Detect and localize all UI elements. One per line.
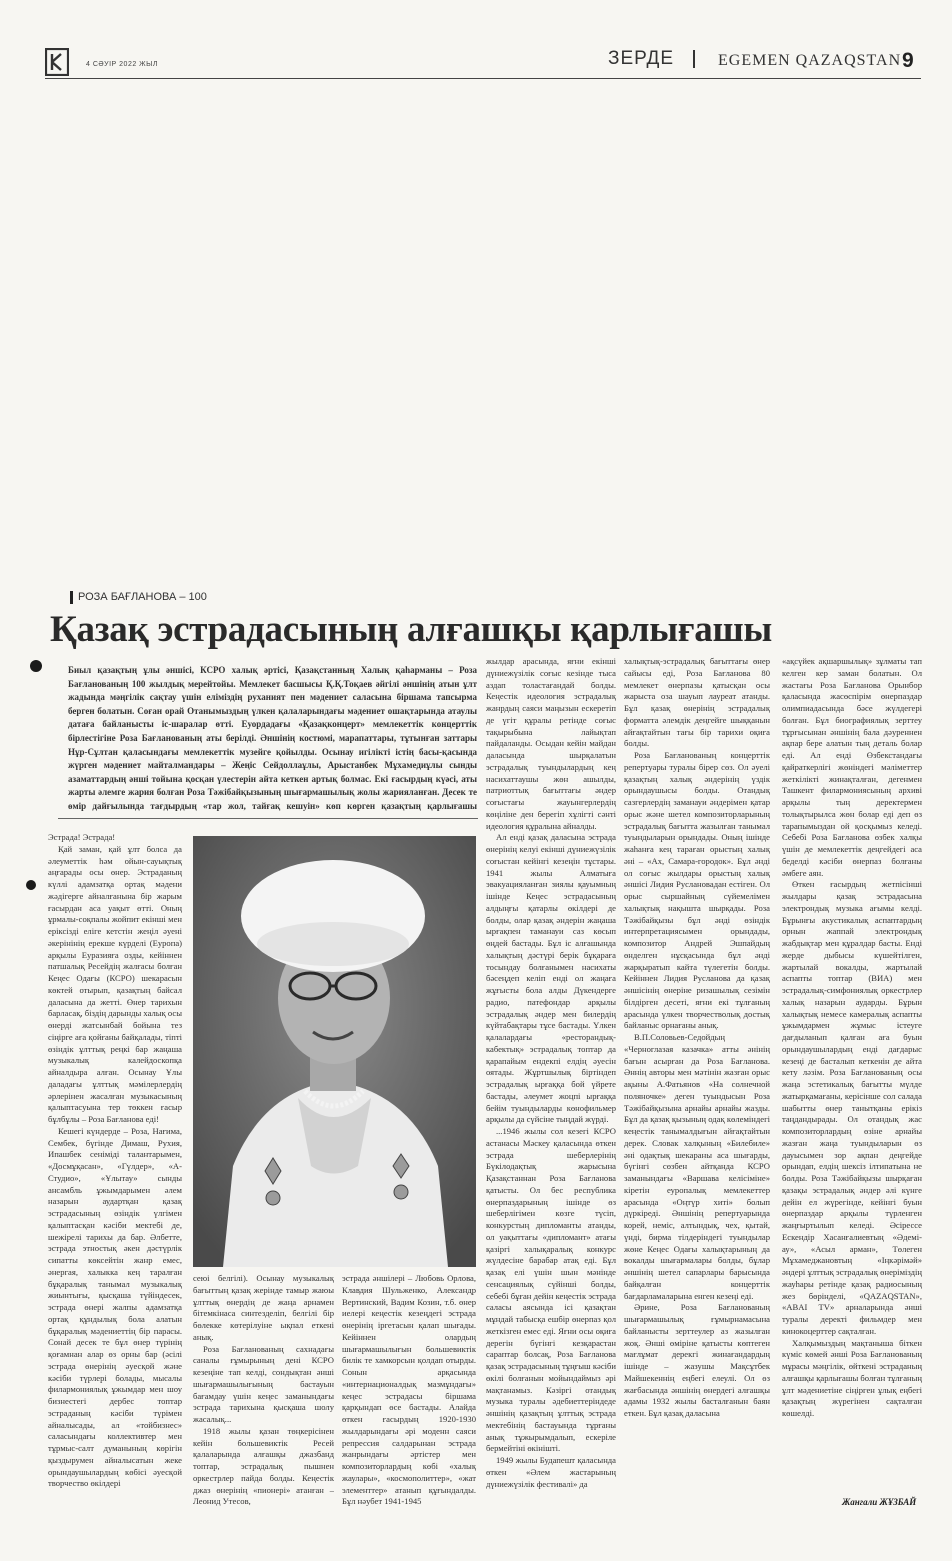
article-column-6 [782, 656, 922, 1496]
newspaper-name: EGEMEN QAZAQSTAN [718, 52, 902, 69]
paragraph: халықтық-эстрадалық бағыттағы өнер сайысы еді, Роза Бағланова 80 мемлекет өнерпазы қатысқан осы жарыста оза шауып лауреат атанды. Бұл қазақ өнерінің эстрадалық форматта әлемдік деңгейге шыққанын айғақтайтын тағы бір тарихи оқиға болды. [624, 656, 770, 749]
paragraph: жылдар арасында, яғни екінші дүниежүзілік соғыс кезінде тыса аздап толастағандай болды. Кеңестік идеология эстрадалық жанрдың саяси маңызын ескеретіп де үгіт құралы ретінде соғыс тақырыбына лайықтап пайдаланды. Осыдан кейін майдан даласында шырқалатын эстрадалық туындылардың кең насихаттаушы жөн ашылды, патриоттық бағыттағы әндер соғыстағы жауынгерлердің көңіліне ден берегіп хұлігті сәнті идеология құралына айналды. [486, 656, 616, 831]
paragraph: ...1946 жылы сол кезегі КСРО астанасы Мәскеу қаласында өткен эстрада шеберлерінің Бүкілодақтық жарысына Қазақстаннан Роза Бағланова қатысты. Ол бес республика өнерпаздарының ішінде өз шеберлігімен көзге түсіп, конкурстың дипломанты атанды, ол уақыттағы «дипломант» атағы қазіргі халықаралық конкурс жүлдесіне барабар атақ еді. Бұл қазақ елі үшін шын мәнінде сенсациялық сүйінші болды, себебі бұған дейін кеңестік эстрада саласы аясында ісі қазақтан мұндай табысқа ешбір өнерпаз қол жеткізген емес еді. Яғни осы оқиға дерегін бүгінгі кезқарастан сараптар болсақ, Роза Бағланова қазақ эстрадасының тұңғыш кәсіби өкілі болғанын мойындаймыз әрі мақтанамыз. Кәзіргі отандық музыка туралы әдебиеттерiндеде әншінің қазақтың ұлттық эстрада мектебінің бастауында тұрғаны анық тұжырымдалып, ескеріле бермейтіні өкінішті. [486, 1126, 616, 1454]
paragraph: Кешегі күндерде – Роза, Нағима, Сембек, бүгінде Димаш, Рухия, Ипашбек сеніміді талантарымен, «Досмұқасан», «Гүлдер», «А-Студио», «Ұлытау» сынды ансамбль ұжымдарымен әлем назарын аудартқан қазақ эстрадасының өзіндік үлгімен қалыптасқан кәсіби мектебі де, шежірелі тарихы да бар. Әлбетте, эстрада этностық әкен дәстүрлік сипатты көксейтін жанр емес, әнергая, халыкка кең таралған бұқаралық танымал музыкалық жиынтығы, қысқаша түйіндесек, эстрада өнері жалпы адамзатқа ортақ құндылық бола алатын бұқаралық мәдениеттің бір парасы. Сонай десек те бұл өнер түрінің қоғамнан алар өз орны бар (әсілі эстрада өнерінің әуесқой және кәсіби түрлері болады, мысалы филармониялық ұжымдар мен шоу бизнестегі дербес топтар эстраданың кәсіби түрімен айналысады, ал «тойбизнес» саласындағы коллективтер мен тұрмыс-салт думанының көрігін қыздырумен айналысатын жеке орындаушылардың көбісі әуесқой творчество өкілдері [48, 1125, 182, 1489]
portrait-photo [193, 836, 476, 1267]
paragraph: Роза Бағланованың сахнадағы саналы ғұмырының дені КСРО кезеңіне тап келді, сондықтан әнші шығармашылығының бастауын бағамдау үшін кеңес заманындағы эстрада тарихына қысқаша шолу жасалық... [193, 1343, 334, 1424]
author-byline: Жангали ЖҰЗБАЙ [842, 1497, 917, 1507]
paragraph: 1949 жылы Будапешт қаласында өткен «Әлем жастарының дүниежүзілік фестивалі» да [486, 1455, 616, 1489]
rubric-marker [70, 591, 73, 604]
issue-date: 4 СӘУІР 2022 ЖЫЛ [86, 61, 158, 68]
bullet-dot-icon [26, 880, 36, 890]
bullet-dot-icon [30, 660, 42, 672]
paragraph: сеюі белгілі). Осынау музыкалық бағыттың қазақ жерінде тамыр жаюы ұлттық өнердің де жаңа арнамен бітемкінаса синтезделіп, белгілі бір бөлекке көтерілуіне ықпал еткені анық. [193, 1273, 334, 1342]
paragraph: Әрине, Роза Бағланованың шығармашылық ғұмырнамасына байланысты зерттеулер аз жазылған жоқ. Әнші өмірінe қатысты көптеген мағлұмат дерекгі жинағандардың ішінде – жазушы Мақсұтбек Майшекеннің еңбегі елеулі. Ол өз жағбасында әншінің өнердегі алғашқы адамы 1932 жылы басталғанын баян еткен. Бұл қазақ даласына [624, 1302, 770, 1418]
article-column-5 [624, 656, 770, 1518]
newspaper-logo-icon [45, 48, 69, 76]
paragraph: В.П.Соловьев-Седойдың «Черноглазая казачка» атты әнінің бағын асырған да Роза Бағланова. Әннің авторы мен мәтінін жазған орыс ақыны А.Фатьянов «На солнечной поляночке» деген туындысын Роза Тәжібайқызына арнайы арнайы жазды. Бұл да қазақ қызының одақ көлеміндегі кеңестік танымалдығын айғақтайтын дерек. Словак халқының «Билебиле» әні одақтық шекараны аса шығарды, бүгінгі сөзбен айтқанда КСРО заманындағы «Варшава келісімінe» кіретін еуропалық мемлекеттер арасында «Оңтүр хиті» болып дүркіреді. Әншінің репертуарында корей, неміс, алтындық, чех, қытай, үнді, бирма тілдеріндегі туындылар жөне Кеңес Одағы халықтарының да вокалды шығармалары болды, бұлар әншінің шетел сапарлары барысында байқалған концерттік бағдарламаларына енген кезеңі еді. [624, 1032, 770, 1301]
paragraph: Ал енді қазақ даласына эстрада өнерінің келуі екінші дүниежүзілік соғыстан кейінгі кезеңін тұстары. 1941 жылы Алматыға эвакуацияланған зиялы қауымның ішінде Кеңес эстрадасының алдыңғы қатарлы өкілдері де болды, олар қазақ әндерін жаңаша ырғақпен таманауи саз көсып өңдей бастады. Бұл іс алғашында халықтың дәстүрі берік бұқараға тосындау болғанымен насихаты бәсеңдеп келіп енді ол жаңаға жұғысты бола алды Дүкендерге радио, патефондар арқылы эстрадалық әндер мен билердің күйтабақтары тұсе бастады. Үлкен қалалардағы «ресторандық-кабектық» эстрадалық топтар да қарапайым ендекпі елдің әуесін оятады. Жұртшылық біртіндеп эстрадалық ырғаққа бой үйрете бастады, әлеумет жоцпі ырғаққа бейім туындыларды көнофильмер арқылы да сүйсіне тыңдай жүрді. [486, 832, 616, 1125]
paragraph: Қай заман, қай ұлт болса да әлеуметтік һәм ойын-сауықтық аңғарады осы өнер. Эстраданың күллі адамзатқа ортақ мәдени жәдігерге айналғанына бір жарым ғасырдан аса уақыт өтті. Оның ұрмалы-соқпалы жойпит екінші мен еріксізді еліге кетстін жеңіл әуені әкерінінің ерекше күрделі (Еуропа) арқылы Еуразияға озды, кейіннен патшалық Ресейдің жалғасы болған Кеңес Одағы (КСРО) шекарасын көктей отырып, қазақтың байсал даласына да жетті. Өнер тарихын барласақ, біздің дарынды халық осы өнерді жатсынбай бойына тез сіңірге аға қойғаны байқалады, тіпті өзіндік ұлттық реңкі бар жаңаша музыкалық калейдоскопқа айналдыра алған. Осынау Ұлы даладағы ұлттық мәмілерлердің әрлерінен жасалған музыкасының қалыптасуына тер төккен ғасыр бұлбұлы – Роза Бағланова еді! [48, 843, 182, 1124]
paragraph: Өткен ғасырдың жетпісінші жылдары қазақ эстрадасына электрондық музыка ағымы келді. Бұрынғы акустикалық аспаптардың орнын жаппай электрондық жабдықтар мен құралдар басты. Енді жерде дыбысы күшейтілген, жартылай вокалды, жартылай аспапты топтар (ВИА) мен эстрадалық-симфониялық оркестрлер халық назарын аударды. Бұрын халықтық немесе камералық аспапты ұжымдармен жұмыс істеуге дағдыланып қалған аға буын орындаушылардың енді дағдарыс кезеңі де басталып кеткенін де айта кету ләзім. Роза Бағланованың осы жаңа эстетикалық бағытты мүлде жатырқамағаны, керісінше сол салада шабытты өнер танытқаны ерікіз таңдандырады. Ол отандық жас композиторлардың өзіне арнайы жазған жаңа туындыларын өз дауысымен зор ақпан деңгейде орындап, елдің шексіз ілтипатына не болды. Роза Тәжібайқызы шырқаған қазақы эстрадалық әндер әлі күнге дейін ел жүрегінде, кейінгі буын өнерпаздар арқылы түрленген жаңғыртылып келеді. Әсірессе Ескендір Хасанғалиевтың «Әдемі-ау», «Асыл арман», Төлеген Мұхамеджановтың «Іңкәрімәй» әндері ұлттық эстрадалық өнеріміздің жауһары ретінде қазақ радиосының жез бөрінделі, «QAZAQSTAN», «ABAI TV» арналарында әнші туралы деректі фильмдер мен кинокоцерттер сақталған. [782, 879, 922, 1336]
article-lead: Биыл қазақтың ұлы әншісі, КСРО халық әртісі, Қазақстанның Халық қаһарманы – Роза Бағланованың 100 жылдық мерейтойы. Мемлекет басшысы Қ.Қ.Тоқаев әйгілі әншінің атын ұлт жадында мәңгілік сақтау үшін еліміздің руханият пен мәдениет саласына біршама тапсырма берген болатын. Соған орай Отанымыздың үлкен қалаларындағы мәдениет ошақтарында атаулы датаға байланысты іс-шаралар өтті. Еуордадағы «Қазақконцерт» мемлекеттік концерттік бірлестігіне Роза Бағланованың аты берілді. Әншінің костюмі, марапаттары, тұтынған заттары Нұр-Сұлтан қаласындағы мемлекеттік музейге қойылды. Осынау игілікті істің басы-қасында жүрген мәдениет майталмандары – Жеңіс Сейдоллаұлы, Арыстанбек Мұхамедиұлы сынды азаматтардың әнші тойына қосқан үлестерін айта кеткен артық болмас. Екі ғасырдың күәсі, аты жарты әлемге жария болған Роза Тәжібайқызының шығармашылық жолы жарияланған. Десек те өмір дайғылында тағдырдың «тар жол, тайғақ кешуін» көп көрген қазақтың қарлығашы [68, 665, 477, 811]
section-title: ЗЕРДЕ [608, 48, 675, 69]
article-column-4 [486, 656, 616, 1518]
header-divider [693, 50, 695, 68]
paragraph: Халқымыздың мақтаныша біткен күміс көмей әнші Роза Бағланованың мұрасы мәңгілік, өйткені эстраданың алғашқы қарлығашы болған тұлғаның ұлт мәдениетіне сіңірген ұлық еңбегі қазақтың жүрегінен сақталған көшелді. [782, 1337, 922, 1418]
article-column-2 [193, 1273, 334, 1518]
rubric: РОЗА БАҒЛАНОВА – 100 [78, 591, 207, 603]
article-column-1 [48, 832, 182, 1517]
lead-rule [58, 818, 478, 819]
article-column-3 [342, 1273, 476, 1518]
header-rule [45, 78, 921, 79]
paragraph: «ақсүйек ақшаршылық» зұлматы тап келген кер заман болатын. Ол жастағы Роза Бағланова Орынбор қаласында жасөспірім өнерпаздар олимпиадасында бәсе жүлдегері болған. Бұл биографиялық зерттеу тұрғысынан әншінің бала дәуреннен ақпар бере алатын тың деталь болар еді. Ал енді Өзбекстандағы қайраткерлігі жөніндегі мәліметтер жеткілікті жинақталған, дегенмен Ташкент филармониясының архиві арқылы тың деректермен толықтырылса жөн болар еді деп өз тарапымыздан ой қосқымыз келеді. Себебі Роза Бағланова өзбек халқы үшін де мемлекеттік деңгейдегі аса беделді кәсіби өнерпаз болғаны әмбеге аян. [782, 656, 922, 878]
page-number: 9 [902, 49, 914, 72]
headline: Қазақ эстрадасының алғашқы қарлығашы [50, 609, 773, 650]
paragraph: Эстрада! Эстрада! [48, 832, 116, 842]
paragraph: 1918 жылы қазан төңкерісінен кейін большевиктік Ресей қалаларында алғашқы джазбанд топтар, эстрадалық пышнен оркестрлер пайда болды. Кеңестік джаз өнерінің «пионері» атанған – Леонид Утесов, [193, 1425, 334, 1507]
paragraph: эстрада әншілері – Любовь Орлова, Клавдия Шульженко, Александр Вертинский, Вадим Козин, т.б. өнер иелері кеңестік кезеңдегі эстрада өнерінің іргетасын қалап шығады. Кейіннен олардың шығармашылығын большевиктік билік те хамкорсын қолдап отырды. Сонын арқасында «интернационалдық мазмұндағы» кеңес эстрадасы біршама қарқындап өсе бастады. Алайда өткен ғасырдың 1920-1930 жылдарындағы әрі моденн саяси репрессия салдарынан эстрада жанрындағы әртістер мен композиторлардың көбі «халық жаулары», «космополиттер», «жат элементтер» атанып құғындалды. Бұл нәубет 1941-1945 [342, 1273, 476, 1507]
paragraph: Роза Бағланованың концерттік репертуары туралы бірер сөз. Ол әуелі қазақтың халық әндерінің үздік орындаушысы болды. Отандық сазгерлердің заманауи әндерімен қатар орыс және шетел композиторларының эстрадалық бағытта жазылған танымал туындыларын орындады. Оның ішінде жаһанға кең тараған орыстың халық әні – «Ах, Самара-городок». Бұл әнді ол соғыс жылдары орыстың халық әншісі Лидия Руслановадан естіген. Ол орыс сыршайның сүйемелімен халықтық нақышта шырқады. Роза Тәжібайқызы бұл әнді өзіндік интерпретациясымен орындады, композитор Андрей Эшпайдың өнделген нұсқасында бұл әнді жарқыратып кайта түлегетін болды. Кейіннен Лидия Русланова да қазақ әншісінің өнеріне ризашылық сезімін білдірген десеті, яғни екі тұлғаның арасында үлкен творчестволық достық байланыс орнағаны анық. [624, 750, 770, 1031]
